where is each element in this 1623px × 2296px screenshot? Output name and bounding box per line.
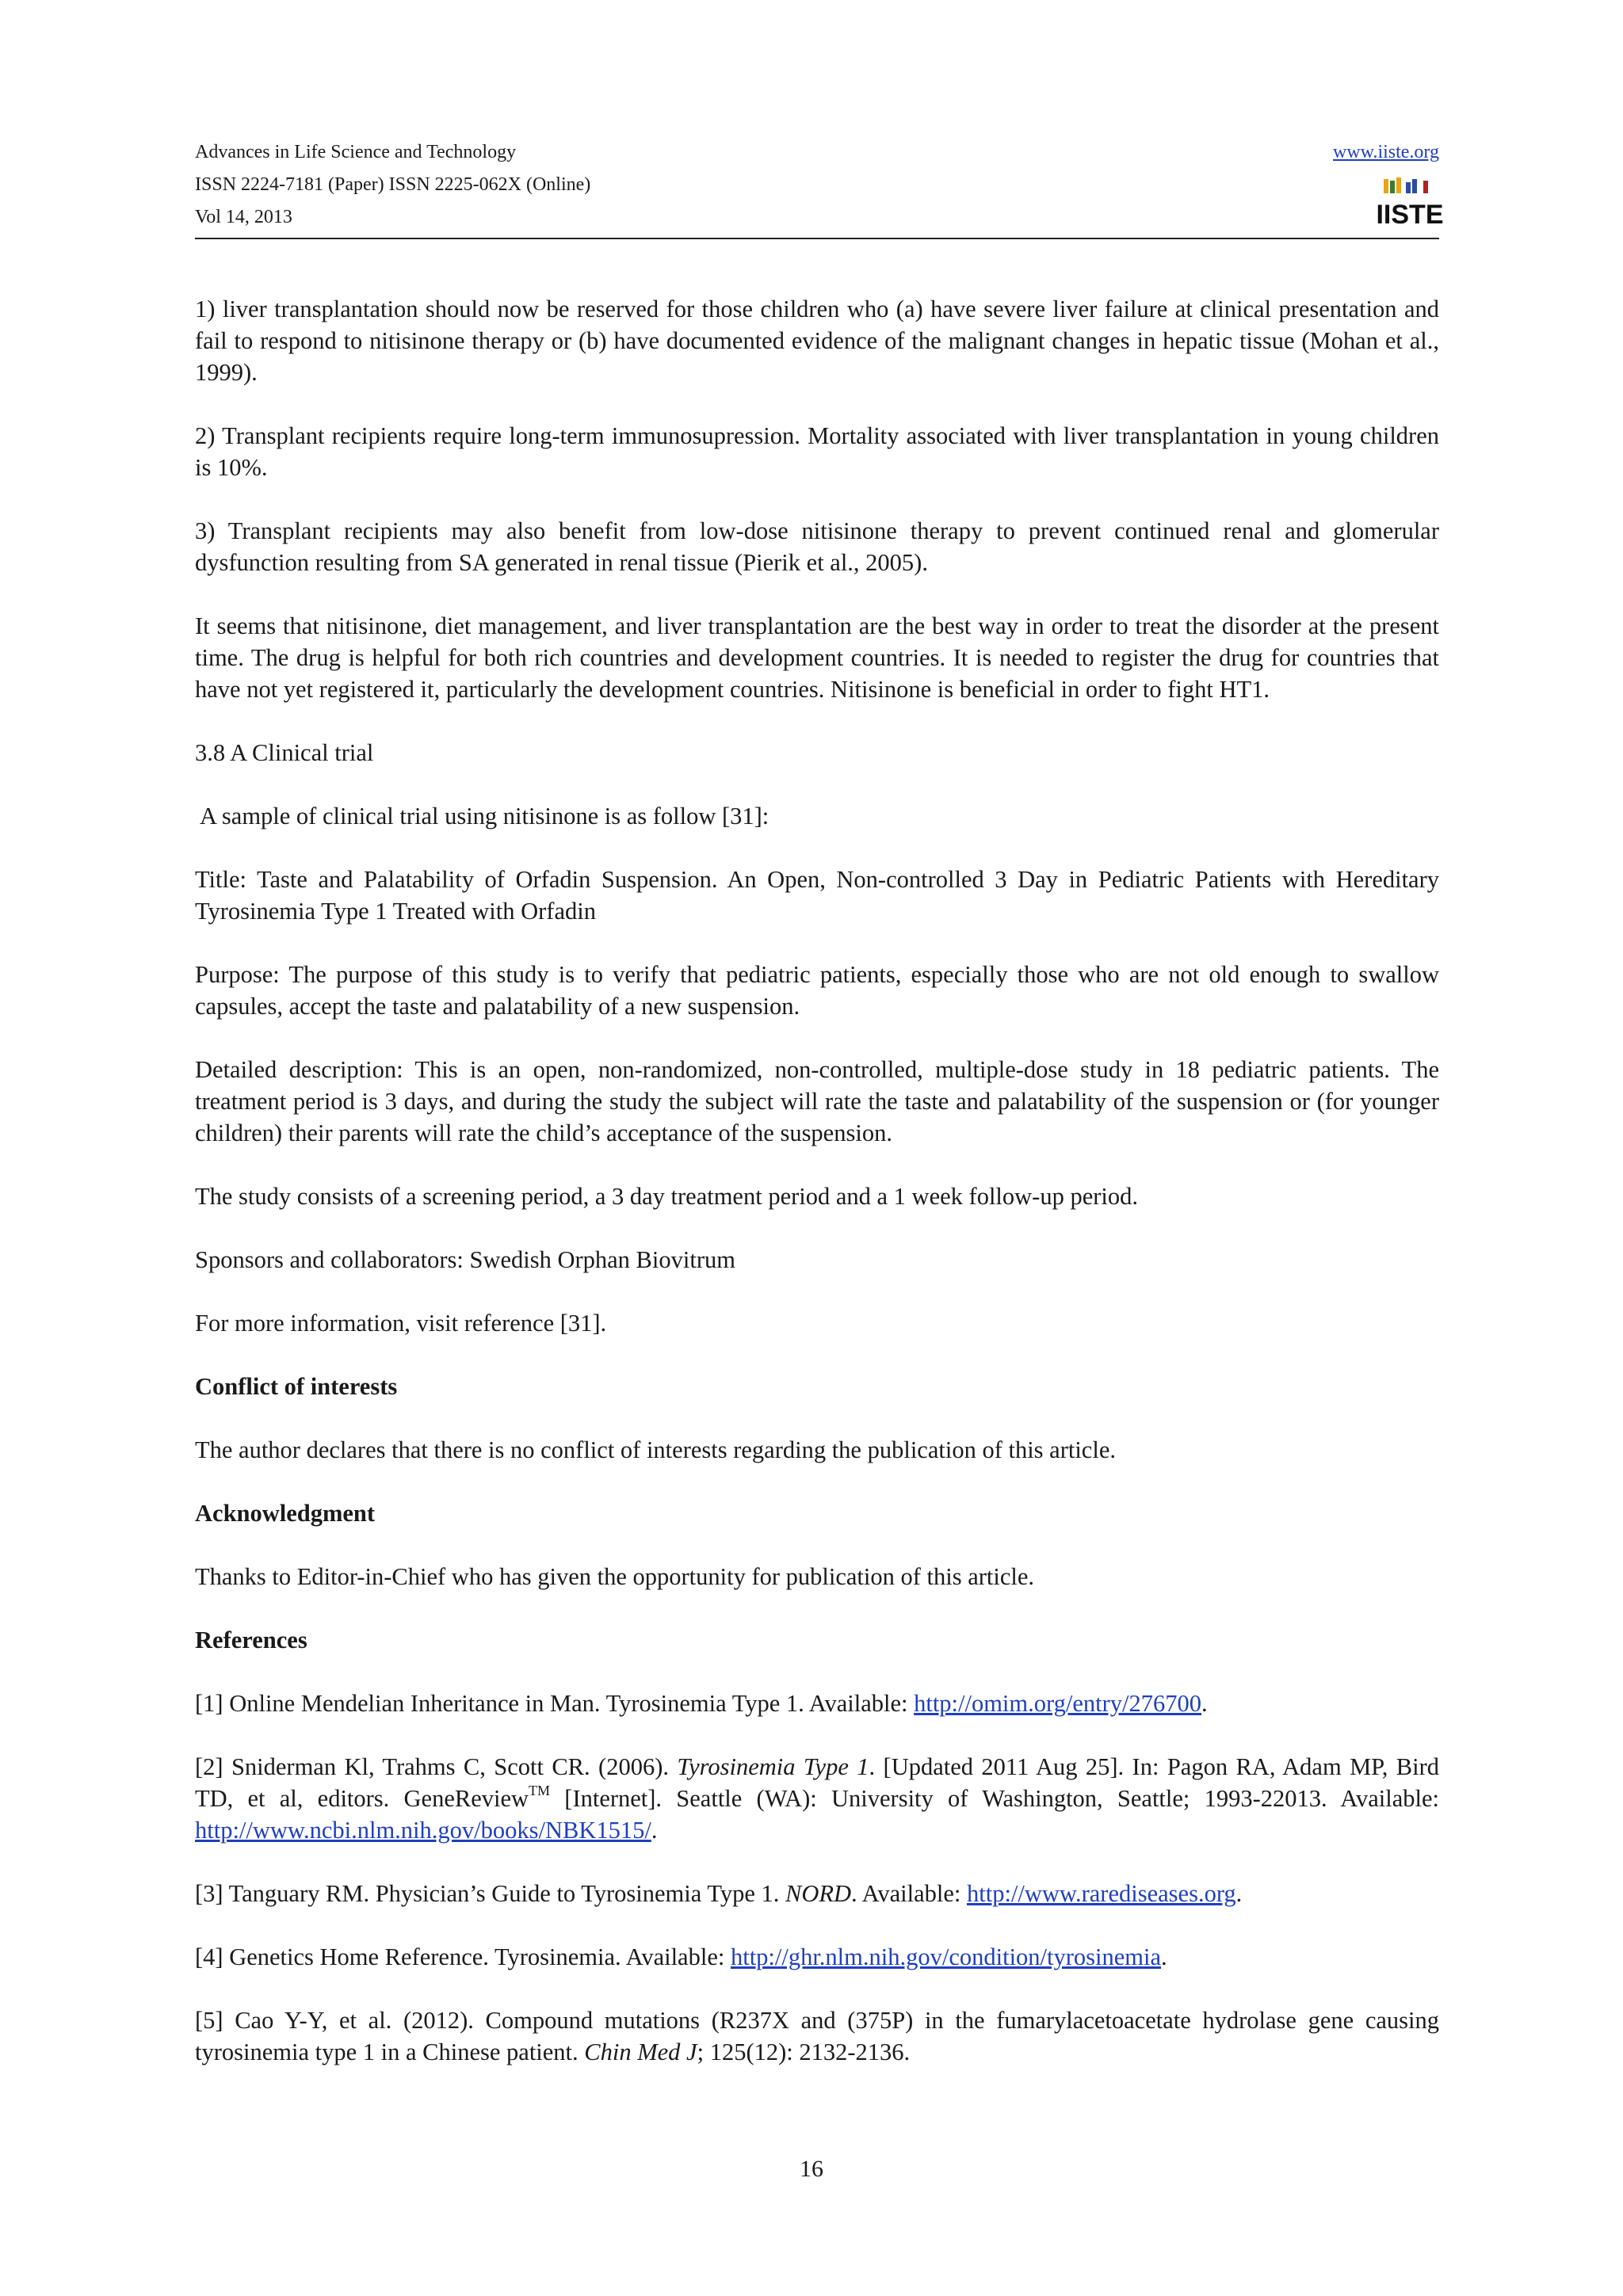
- paragraph: The study consists of a screening period, a 3 day treatment period and a 1 week follow-up period.: [195, 1183, 1138, 1210]
- paragraph: It seems that nitisinone, diet management, and liver transplantation are the best way in order to treat the disorder at the present time. The drug is helpful for both rich countries and development countries. It is needed to register the drug for countries that have not yet registered it, particularly the development countries. Nitisinone is beneficial in order to fight HT1.: [195, 612, 1439, 703]
- page-header: [195, 136, 1444, 238]
- reference-item: [4] Genetics Home Reference. Tyrosinemia. Available: http://ghr.nlm.nih.gov/condition/tyrosinemia.: [195, 1943, 1167, 1970]
- paragraph: For more information, visit reference [31].: [195, 1310, 607, 1337]
- reference-link[interactable]: http://omim.org/entry/276700: [914, 1690, 1201, 1717]
- paragraph: 2) Transplant recipients require long-term immunosupression. Mortality associated with liver transplantation in young children is 10%.: [195, 422, 1439, 481]
- reference-item: [5] Cao Y-Y, et al. (2012). Compound mutations (R237X and (375P) in the fumarylacetoacetate hydrolase gene causing tyrosinemia type 1 in a Chinese patient. Chin Med J; 125(12): 2132-2136.: [195, 2007, 1439, 2065]
- references-heading: References: [195, 1627, 307, 1653]
- page-number: 16: [800, 2156, 823, 2182]
- logo-text: IISTE: [1376, 200, 1444, 230]
- iiste-logo: [1376, 174, 1444, 230]
- article-body: [195, 293, 1439, 2100]
- logo-bar-3: [1396, 177, 1401, 193]
- paragraph: Sponsors and collaborators: Swedish Orphan Biovitrum: [195, 1246, 735, 1273]
- reference-item: [3] Tanguary RM. Physician’s Guide to Tyrosinemia Type 1. NORD. Available: http://www.rarediseases.org.: [195, 1880, 1243, 1907]
- logo-bar-5: [1412, 179, 1417, 193]
- logo-bar-6: [1423, 181, 1428, 193]
- paragraph: Detailed description: This is an open, non-randomized, non-controlled, multiple-dose study in 18 pediatric patients. The treatment period is 3 days, and during the study the subject will rate the taste and palatability of the suspension or (for younger children) their parents will rate the child’s acceptance of the suspension.: [195, 1056, 1439, 1146]
- reference-item: [1] Online Mendelian Inheritance in Man. Tyrosinemia Type 1. Available: http://omim.org/entry/276700.: [195, 1690, 1208, 1717]
- conflict-heading: Conflict of interests: [195, 1373, 398, 1400]
- trademark-superscript: TM: [529, 1783, 551, 1798]
- header-right: [1333, 136, 1439, 169]
- journal-volume: Vol 14, 2013: [195, 207, 292, 227]
- conflict-statement: The author declares that there is no conflict of interests regarding the publication of this article.: [195, 1436, 1116, 1463]
- paragraph: Purpose: The purpose of this study is to verify that pediatric patients, especially those who are not old enough to swallow capsules, accept the taste and palatability of a new suspension.: [195, 961, 1439, 1020]
- logo-bar-4: [1406, 182, 1411, 193]
- logo-bar-2: [1390, 181, 1395, 193]
- reference-link[interactable]: http://ghr.nlm.nih.gov/condition/tyrosinemia: [730, 1943, 1162, 1970]
- header-divider: [195, 238, 1439, 239]
- reference-link[interactable]: http://www.ncbi.nlm.nih.gov/books/NBK1515/: [195, 1817, 651, 1844]
- paragraph: 1) liver transplantation should now be reserved for those children who (a) have severe liver failure at clinical presentation and fail to respond to nitisinone therapy or (b) have documented evidence of the malignant changes in hepatic tissue (Mohan et al., 1999).: [195, 296, 1439, 386]
- journal-issn: ISSN 2224-7181 (Paper) ISSN 2225-062X (Online): [195, 174, 591, 195]
- reference-link[interactable]: http://www.rarediseases.org: [967, 1880, 1236, 1907]
- paragraph: Title: Taste and Palatability of Orfadin Suspension. An Open, Non-controlled 3 Day in Pediatric Patients with Hereditary Tyrosinemia Type 1 Treated with Orfadin: [195, 866, 1439, 925]
- logo-bar-1: [1384, 179, 1388, 193]
- paragraph: 3) Transplant recipients may also benefit from low-dose nitisinone therapy to prevent continued renal and glomerular dysfunction resulting from SA generated in renal tissue (Pierik et al., 2005).: [195, 517, 1439, 576]
- acknowledgment-heading: Acknowledgment: [195, 1500, 376, 1527]
- paragraph: A sample of clinical trial using nitisinone is as follow [31]:: [195, 803, 769, 830]
- reference-item: [2] Sniderman Kl, Trahms C, Scott CR. (2006). Tyrosinemia Type 1. [Updated 2011 Aug 25]. In: Pagon RA, Adam MP, Bird TD, et al, editors. GeneReview™ [Internet]. Seattle (WA): University of Washington, Seattle; 1993-22013. Available: http://www.ncbi.nlm.nih.gov/books/NBK1515/.: [195, 1753, 1439, 1844]
- section-title: 3.8 A Clinical trial: [195, 739, 374, 766]
- journal-website-link[interactable]: www.iiste.org: [1333, 142, 1439, 162]
- journal-info: [195, 136, 590, 234]
- acknowledgment-text: Thanks to Editor-in-Chief who has given the opportunity for publication of this article.: [195, 1563, 1035, 1590]
- journal-title: Advances in Life Science and Technology: [195, 142, 517, 162]
